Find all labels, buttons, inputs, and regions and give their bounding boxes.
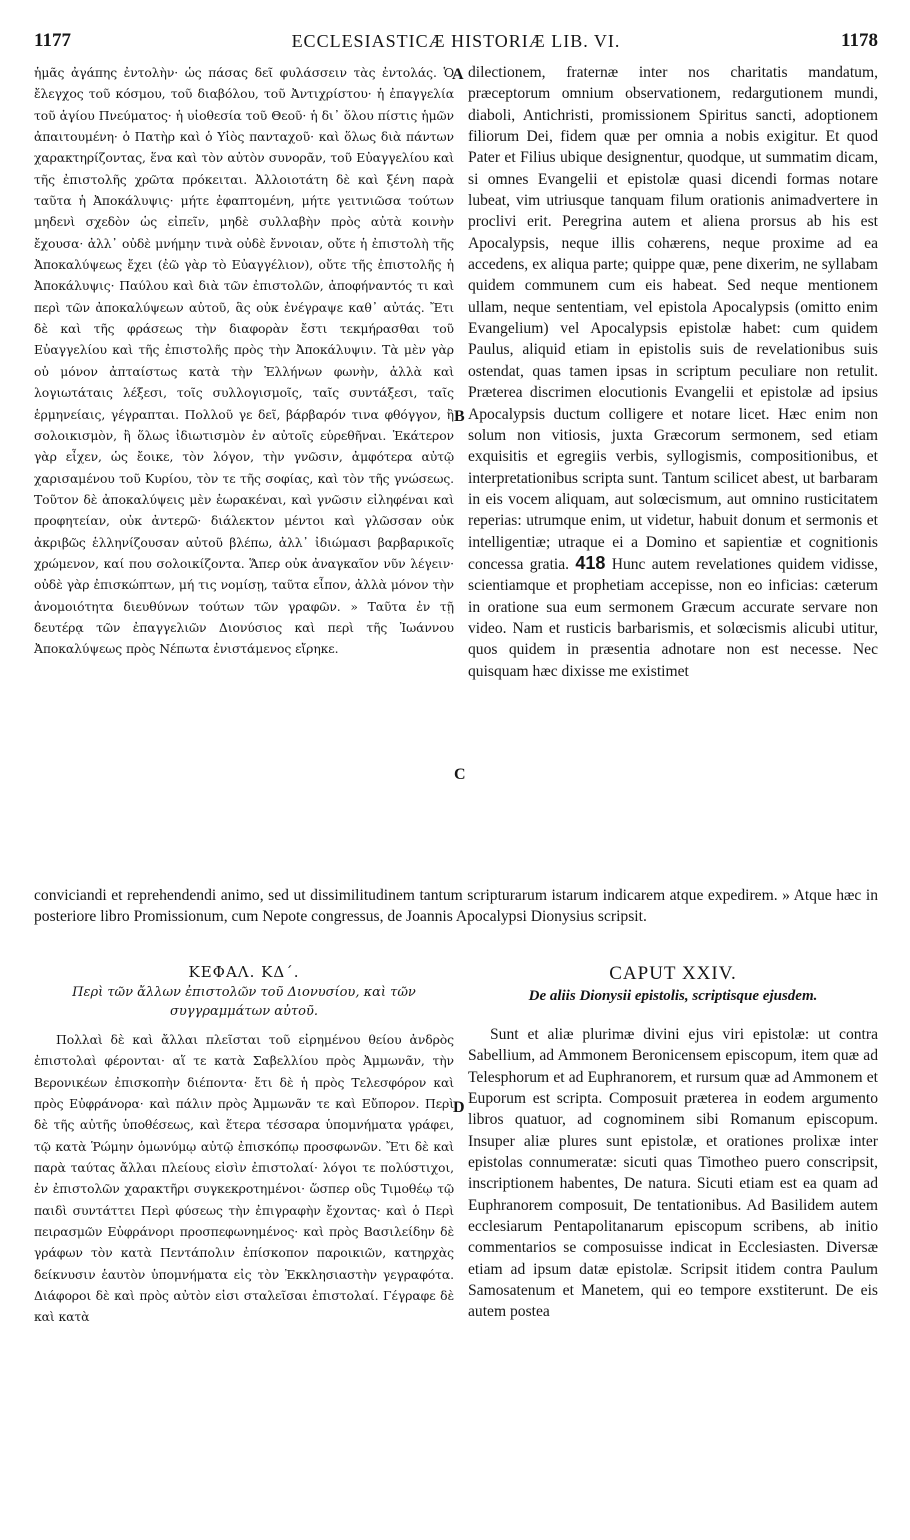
latin-text-top — [468, 62, 878, 682]
latin-chapter-subtitle: De aliis Dionysii epistolis, scriptisque ejusdem. — [528, 988, 818, 1004]
greek-column-top — [34, 62, 454, 660]
left-page-number: 1177 — [34, 30, 71, 51]
greek-text-top: ἡμᾶς ἀγάπης ἐντολὴν· ὡς πάσας δεῖ φυλάσσειν τὰς ἐντολάς. Ὁ ἔλεγχος τοῦ κόσμου, τοῦ διαβόλου, τοῦ Ἀντιχρίστου· ἡ ἐπαγγελία τοῦ ἁγίου Πνεύματος· ἡ υἱοθεσία τοῦ Θεοῦ· ἡ δι᾽ ὅλου πίστις ἡμῶν ἀπαιτουμένη· ὁ Πατὴρ καὶ ὁ Υἱὸς πανταχοῦ· καὶ ὅλως διὰ πάντων χαρακτηρίζοντας, ἕνα καὶ τὸν αὐτὸν συνορᾶν, τοῦ Εὐαγγελίου καὶ τῆς ἐπιστολῆς χρῶτα πρόκειται. Ἀλλοιοτάτη δὲ καὶ ξένη παρὰ ταῦτα ἡ Ἀποκάλυψις· μήτε ἐφαπτομένη, μήτε γειτνιῶσα τούτων μηδενὶ σχεδὸν ὡς εἰπεῖν, μηδὲ συλλαβὴν πρὸς αὐτὰ κοινὴν ἔχουσα· ἀλλ᾽ οὐδὲ μνήμην τινὰ οὐδὲ ἔννοιαν, οὔτε ἡ ἐπιστολὴ τῆς Ἀποκαλύψεως ἔχει (ἐῶ γὰρ τὸ Εὐαγγέλιον), οὔτε τῆς ἐπιστολῆς ἡ Ἀποκάλυψις· Παύλου καὶ διὰ τῶν ἐπιστολῶν, ἀποφήναντός τι καὶ περὶ τῶν ἀποκαλύψεων αὐτοῦ, ἃς οὐκ ἐνέγραψε καθ᾽ αὐτάς. Ἔτι δὲ καὶ τῆς φράσεως τὴν διαφορὰν ἔστι τεκμήρασθαι τοῦ Εὐαγγελίου καὶ τῆς ἐπιστολῆς πρὸς τὴν Ἀποκάλυψιν. Τὰ μὲν γὰρ οὐ μόνον ἀπταίστως κατὰ τὴν Ἑλλήνων φωνὴν, ἀλλὰ καὶ λογιωτάταις λέξεσι, τοῖς συλλογισμοῖς, ταῖς συντάξεσι, ταῖς ἑρμηνείαις, γέγραπται. Πολλοῦ γε δεῖ, βάρβαρόν τινα φθόγγον, ἢ σολοικισμὸν, ἢ ὅλως ἰδιωτισμὸν ἐν αὐτοῖς εὑρεθῆναι. Ἑκάτερον γὰρ εἶχεν, ὡς ἔοικε, τὸν λόγον, τὴν γνῶσιν, ἀμφότερα αὐτῷ χαρισαμένου τοῦ Κυρίου, τὸν τε τῆς σοφίας, καὶ τὸν τῆς γνώσεως. Τοῦτον δὲ ἀποκαλύψεις μὲν ἑωρακέναι, καὶ γνῶσιν εἰληφέναι καὶ προφητείαν, οὐκ ἀντερῶ· διάλεκτον μέντοι καὶ γλῶσσαν οὐκ ἀκριβῶς ἑλληνίζουσαν αὐτοῦ βλέπω, ἀλλ᾽ ἰδιώμασι βαρβαρικοῖς χρώμενον, καί που σολοικίζοντα. Ἅπερ οὐκ ἀναγκαῖον νῦν λέγειν· οὐδὲ γὰρ ἐπισκώπτων, μή τις νομίσῃ, ταῦτα εἶπον, ἀλλὰ μόνον τὴν ἀνομοιότητα διευθύνων τούτων τῶν γραφῶν. » Ταῦτα ἐν τῇ δευτέρᾳ τῶν ἐπαγγελιῶν Διονύσιος καὶ περὶ τῆς Ἰωάννου Ἀποκαλύψεως πρὸς Νέπωτα ἐνιστάμενος εἴρηκε. — [34, 65, 454, 657]
latin-column-top — [468, 62, 878, 682]
column-number-marker: 418 — [575, 552, 606, 573]
latin-chapter — [468, 963, 878, 1323]
greek-chapter-subtitle: Περὶ τῶν ἄλλων ἐπιστολῶν τοῦ Διονυσίου, καὶ τῶν συγγραμμάτων αὐτοῦ. — [72, 985, 416, 1019]
latin-full-width-paragraph: conviciandi et reprehendendi animo, sed ut dissimilitudinem tantum scripturarum istarum indicarem atque expedirem. » Atque hæc in posteriore libro Promissionum, cum Nepote congressus, de Joannis Apocalypsi Dionysius scripsit. — [34, 887, 878, 926]
greek-chapter-text: Πολλαὶ δὲ καὶ ἄλλαι πλεῖσται τοῦ εἰρημένου θείου ἀνδρὸς ἐπιστολαὶ φέρονται· αἵ τε κατὰ Σαβελλίου πρὸς Ἀμμωνᾶν, τὴν Βερονικέων ἐπισκοπὴν διέποντα· ἔτι δὲ ἡ πρὸς Τελεσφόρον καὶ πρὸς Εὐφράνορα· καὶ πάλιν πρὸς Ἀμμωνᾶν τε καὶ Εὔπορον. Περὶ δὲ τῆς αὐτῆς ὑποθέσεως, καὶ ἕτερα τέσσαρα ὑπομνήματα γράφει, τῷ κατὰ Ῥώμην ὁμωνύμῳ αὐτῷ ἐπισκόπῳ προσφωνῶν. Ἔτι δὲ καὶ παρὰ ταύτας ἄλλαι πλείους εἰσὶν ἐπιστολαί· λόγοι τε πολύστιχοι, ἐν ἐπιστολῶν χαρακτῆρι συγκεκροτημένοι· ὥσπερ οὓς Τιμοθέῳ τῷ παιδὶ συντάττει Περὶ φύσεως τὴν ἐπιγραφὴν ἔχοντας· καὶ ὁ Περὶ πειρασμῶν Εὐφράνορι προσπεφωνημένος· καὶ πρὸς Βασιλείδην δὲ γράφων τὸν κατὰ Πεντάπολιν ἐπίσκοπον παροικιῶν, κατηρχὰς δείκνυσιν ἑαυτὸν ὑπομνήματα εἰς τὸν Ἐκκλησιαστὴν γεγραφότα. Διάφοροι δὲ καὶ πρὸς αὐτὸν εἰσι σταλεῖσαι ἐπιστολαί. Γέγραφε δὲ καὶ κατὰ — [34, 1032, 454, 1325]
greek-chapter-body — [34, 1029, 454, 1328]
margin-marker-d: D — [453, 1099, 465, 1116]
latin-chapter-text: Sunt et aliæ plurimæ divini ejus viri epistolæ: ut contra Sabellium, ad Ammonem Beronicensem episcopum, item quæ ad Telesphorum et ad Euphranorem, et rursum quæ ad Ammonem et Euporum est scripta. Composuit præterea in eodem argumento libros quatuor, ad cognominem sibi Romanum episcopum. Insuper aliæ plures sunt epistolæ, et orationes prolixæ inter epistolas connumeratæ: sicuti quas Timotheo puero conscripsit, inscriptionem habentes, De natura. Sicuti etiam est ea quam ad Euphranorem composuit, De tentationibus. Ad Basilidem autem ecclesiarum Pentapolitanarum episcopum scribens, ab initio commentarios se composuisse indicat in Ecclesiasten. Diversæ etiam ad ipsum datæ epistolæ. Scripsit itidem contra Paulum Samosatenum et Manetem, qui eo tempore exstiterunt. De eis autem postea — [468, 1026, 878, 1321]
latin-chapter-body — [468, 1024, 878, 1323]
latin-text-top-main: dilectionem, fraternæ inter nos charitatis mandatum, præceptorum omnium observationem, redargutionem mundi, diaboli, Antichristi, promissionem Spiritus sancti, adoptionem filiorum Dei, fidem quæ per omnia a nobis exigitur. Et quod Pater et Filius ubique designentur, quodque, ut summatim dicam, si omnes Evangelii et epistolæ quasi dicendi formas notare lubeat, vim utriusque tanquam filum orationis animadvertere in proclivi erit. Peregrina autem et aliena prorsus ab his est Apocalypsis, neque illis cohærens, neque proxime ad ea accedens, ex aliqua parte; quippe quæ, pene dixerim, ne syllabam quidem communem cum eis habeat. Sed neque mentionem ullam, neque sententiam, vel epistola Apocalypsis (omitto enim Evangelium) vel Apocalypsis epistolæ habet: cum quidem Paulus, aliquid etiam in epistolis suis de revelationibus suis ostendat, quas tamen ipsas in scriptum peculiare non retulit. Præterea discrimen elocutionis Evangelii et epistolæ ad ipsius Apocalypsis ductum colligere et notare licet. Hæc enim non solum non vitiosis, juxta Græcorum sermonem, sed etiam exquisitis et egregiis verbis, syllogismis, compositionibus, et interpretationibus scripta sunt. Tantum scilicet abest, ut barbaram in eis vocem aliquam, aut solœcismum, aut omnino rusticitatem reperias: utrumque enim, ut videtur, habuit donum et sermonis et intelligentiæ; utraque ei a Domino et sapientiæ et cognitionis concessa gratia. — [468, 64, 878, 573]
page-header — [34, 30, 878, 56]
margin-marker-b: B — [454, 408, 465, 425]
margin-marker-a: A — [452, 66, 464, 83]
greek-chapter-title: ΚΕΦΑΛ. ΚΔ΄. — [188, 963, 300, 981]
margin-marker-c: C — [454, 766, 466, 783]
latin-full-width-text — [34, 885, 878, 928]
right-page-number: 1178 — [841, 30, 878, 51]
running-title: ECCLESIASTICÆ HISTORIÆ LIB. VI. — [291, 31, 621, 51]
latin-text-top-continued: Hunc autem revelationes quidem vidisse, scientiamque et prophetiam accepisse, non eo inficias: cæterum in oratione sua eum sermonem Græcum accurate servare non video. Nam et rusticis barbarismis, et solœcismis alicubi utitur, quos quidem in præsentia adnotare non est necesse. Nec quisquam hæc dixisse me existimet — [468, 555, 878, 680]
greek-chapter — [34, 963, 454, 1328]
latin-chapter-title: CAPUT XXIV. — [609, 963, 737, 984]
